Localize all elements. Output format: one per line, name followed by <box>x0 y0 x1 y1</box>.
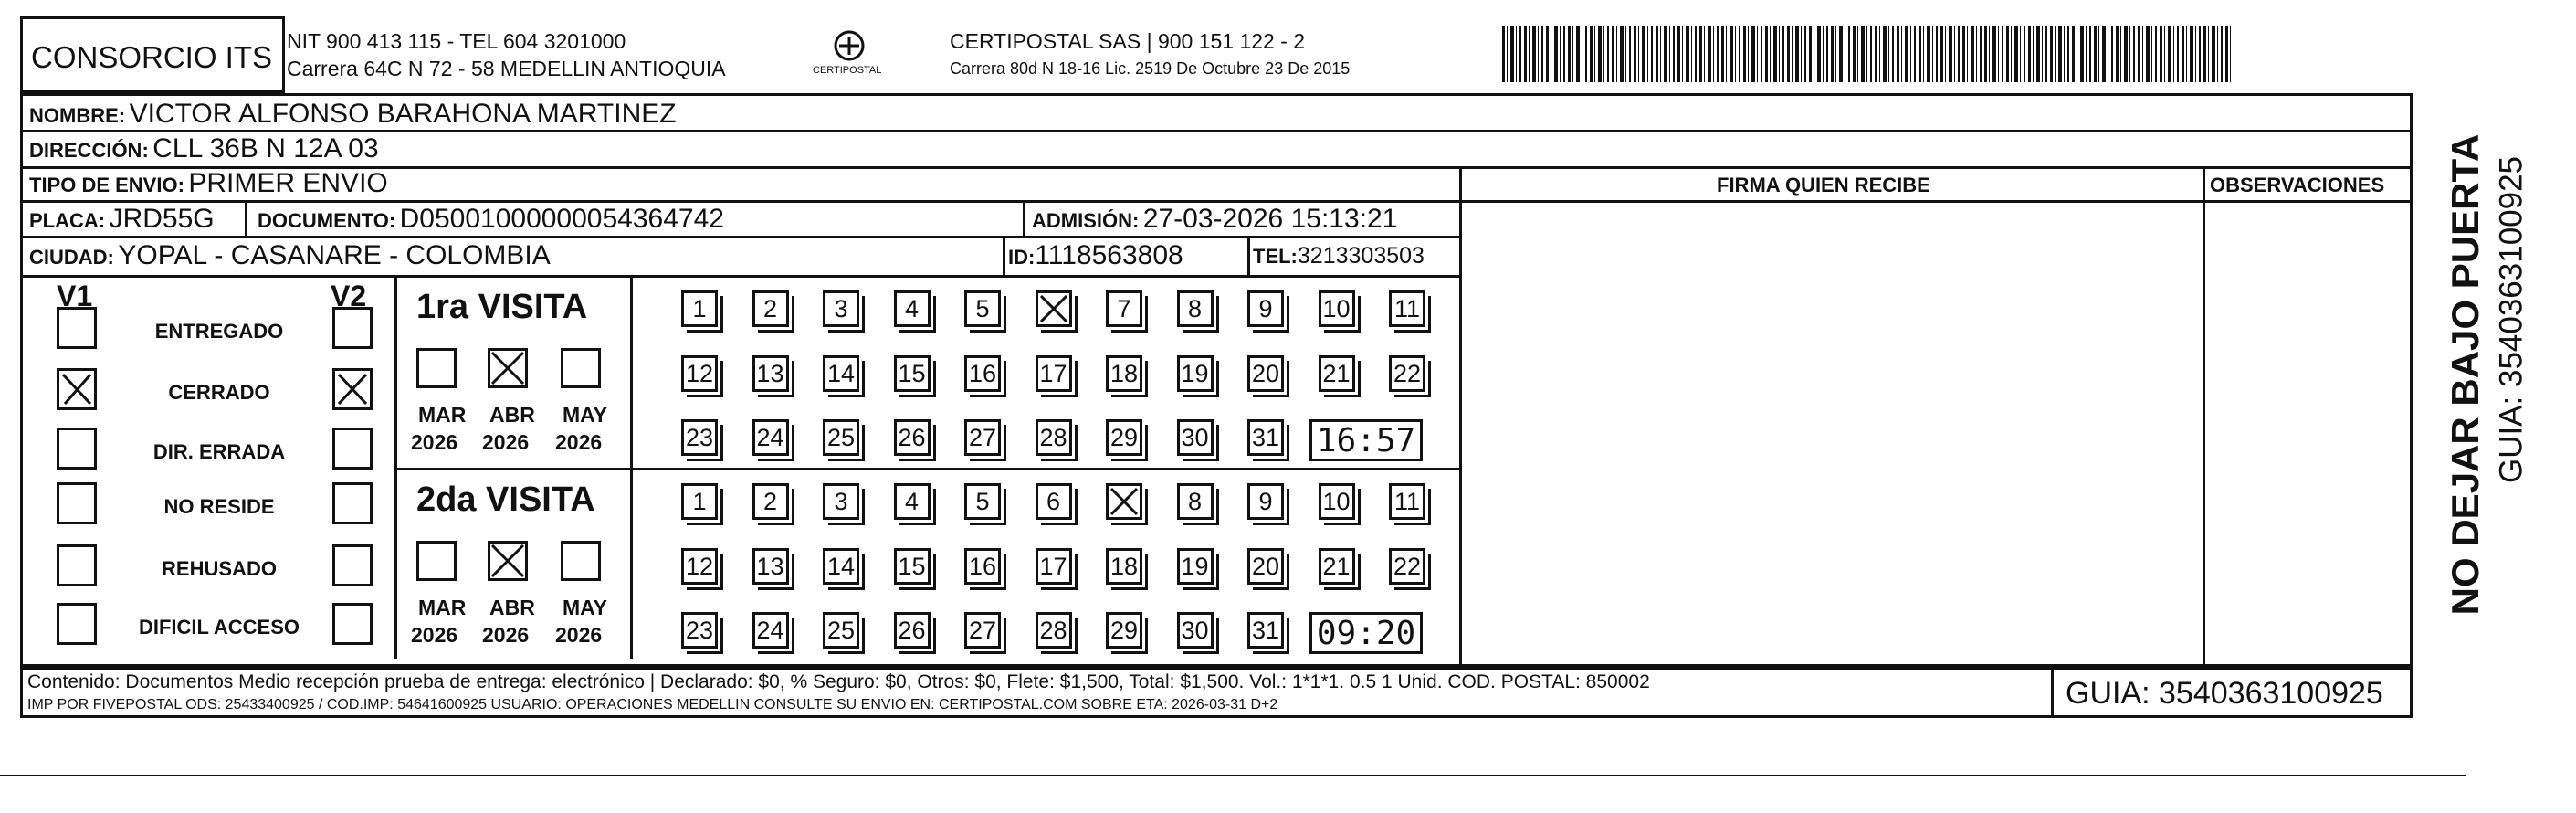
day-number: 18 <box>1109 359 1139 387</box>
v2-checkbox[interactable] <box>332 544 373 586</box>
day-box[interactable] <box>681 290 718 327</box>
day-number: 3 <box>834 294 848 322</box>
v2-checkbox[interactable] <box>332 368 373 410</box>
day-box[interactable] <box>1319 355 1355 392</box>
day-box[interactable] <box>1106 419 1142 456</box>
status-option-label: NO RESIDE <box>163 495 275 518</box>
day-number: 13 <box>756 359 784 387</box>
day-box[interactable] <box>752 548 789 585</box>
day-number: 18 <box>1109 552 1139 580</box>
ciudad-value: YOPAL - CASANARE - COLOMBIA <box>118 240 551 270</box>
documento-value: D05001000000054364742 <box>399 204 724 234</box>
day-box[interactable] <box>964 612 1001 649</box>
tipo-envio-value: PRIMER ENVIO <box>188 168 388 198</box>
tel-value: 3213303503 <box>1297 243 1425 269</box>
day-number: 26 <box>898 423 926 451</box>
status-option-label: DIR. ERRADA <box>152 440 286 463</box>
day-number: 24 <box>756 423 784 451</box>
day-number: 3 <box>834 487 848 515</box>
tipo-envio-label: TIPO DE ENVIO: <box>29 174 184 196</box>
time-box[interactable] <box>1309 419 1423 461</box>
day-box[interactable] <box>1247 483 1284 520</box>
day-box[interactable] <box>1389 483 1425 520</box>
day-number: 8 <box>1187 294 1203 322</box>
day-number: 31 <box>1251 616 1280 644</box>
day-number: 30 <box>1181 616 1209 644</box>
id-value: 1118563808 <box>1035 240 1183 270</box>
documento-label: DOCUMENTO: <box>258 209 396 232</box>
year-label: 2026 <box>482 430 530 454</box>
month-checkbox[interactable] <box>416 541 457 581</box>
day-number: 30 <box>1181 423 1209 451</box>
admision-value: 27-03-2026 15:13:21 <box>1142 204 1398 234</box>
day-box[interactable] <box>1319 290 1355 327</box>
day-number: 16 <box>968 552 997 580</box>
id-label: ID: <box>1008 246 1036 269</box>
day-box[interactable] <box>823 548 859 585</box>
day-number: 31 <box>1251 423 1280 451</box>
day-box[interactable] <box>823 290 859 327</box>
day-number: 13 <box>756 552 784 580</box>
nit-line: NIT 900 413 115 - TEL 604 3201000 <box>287 29 626 53</box>
day-number: 10 <box>1322 294 1351 322</box>
certipostal-logo <box>811 27 888 82</box>
nombre-label: NOMBRE: <box>29 104 126 127</box>
status-option-label: ENTREGADO <box>154 320 284 343</box>
day-number: 2 <box>762 487 778 515</box>
day-number: 12 <box>685 552 714 580</box>
direccion-value: CLL 36B N 12A 03 <box>152 133 379 164</box>
day-box[interactable] <box>964 290 1001 327</box>
day-box[interactable] <box>1036 612 1072 649</box>
day-number: 8 <box>1187 487 1203 515</box>
day-box[interactable] <box>1106 483 1142 520</box>
day-box[interactable] <box>1247 355 1284 392</box>
day-number: 21 <box>1322 359 1351 387</box>
no-dejar-bajo-puerta: NO DEJAR BAJO PUERTA <box>2444 133 2487 616</box>
day-number: 20 <box>1251 552 1280 580</box>
status-option-label: DIFICIL ACCESO <box>138 616 300 639</box>
day-number: 23 <box>685 423 714 451</box>
v1-label: V1 <box>57 280 93 312</box>
placa-label: PLACA: <box>29 209 106 232</box>
v2-checkbox[interactable] <box>332 482 373 524</box>
day-number: 4 <box>904 487 920 515</box>
day-number: 21 <box>1322 552 1351 580</box>
placa-value: JRD55G <box>109 204 215 234</box>
day-number: 25 <box>826 423 856 451</box>
address-line: Carrera 64C N 72 - 58 MEDELLIN ANTIOQUIA <box>287 57 726 80</box>
day-box[interactable] <box>1389 355 1425 392</box>
month-label: MAY <box>563 403 607 427</box>
day-number: 19 <box>1181 359 1209 387</box>
bottom-rule <box>0 775 2466 776</box>
v2-checkbox[interactable] <box>332 603 373 645</box>
v2-label: V2 <box>331 280 367 312</box>
day-number: 9 <box>1258 487 1273 515</box>
handwritten-time: 16:57 <box>1316 421 1416 459</box>
day-box[interactable] <box>964 419 1001 456</box>
day-number: 5 <box>975 487 990 515</box>
day-box[interactable] <box>1106 290 1142 327</box>
day-number: 19 <box>1181 552 1209 580</box>
day-box[interactable] <box>752 290 789 327</box>
month-label: ABR <box>489 596 535 619</box>
day-box[interactable] <box>1177 355 1214 392</box>
year-label: 2026 <box>411 430 458 454</box>
day-number: 1 <box>692 294 707 322</box>
day-box[interactable] <box>823 483 859 520</box>
day-number: 29 <box>1109 423 1139 451</box>
day-box[interactable] <box>1106 355 1142 392</box>
month-label: MAR <box>418 596 467 619</box>
day-box[interactable] <box>964 355 1001 392</box>
day-box[interactable] <box>681 419 718 456</box>
v2-checkbox[interactable] <box>332 307 373 349</box>
day-box[interactable] <box>1177 483 1214 520</box>
day-number: 28 <box>1039 616 1067 644</box>
day-number: 15 <box>898 552 926 580</box>
v1-checkbox[interactable] <box>57 544 97 586</box>
day-number: 14 <box>826 359 856 387</box>
day-number: 6 <box>1046 487 1061 515</box>
company-name: CONSORCIO ITS <box>31 40 273 74</box>
year-label: 2026 <box>411 623 458 647</box>
day-number: 29 <box>1109 616 1139 644</box>
admision-label: ADMISIÓN: <box>1032 209 1140 232</box>
day-number: 11 <box>1393 294 1421 322</box>
day-box[interactable] <box>681 483 718 520</box>
month-checkbox[interactable] <box>561 541 601 581</box>
day-box[interactable] <box>1036 355 1072 392</box>
day-box[interactable] <box>1247 548 1284 585</box>
v1-checkbox[interactable] <box>57 368 97 410</box>
month-checkbox[interactable] <box>561 348 601 388</box>
day-box[interactable] <box>1036 290 1072 327</box>
day-box[interactable] <box>894 483 931 520</box>
day-box[interactable] <box>894 612 931 649</box>
ciudad-label: CIUDAD: <box>29 246 114 269</box>
day-number: 5 <box>975 294 990 322</box>
day-number: 10 <box>1322 487 1351 515</box>
v1-checkbox[interactable] <box>57 603 97 645</box>
status-option-label: REHUSADO <box>162 557 277 580</box>
license-line: Carrera 80d N 18-16 Lic. 2519 De Octubre 23 De 2015 <box>950 59 1351 78</box>
day-number: 22 <box>1393 552 1422 580</box>
month-label: MAY <box>563 596 607 619</box>
day-box[interactable] <box>964 548 1001 585</box>
day-number: 25 <box>826 616 856 644</box>
day-box[interactable] <box>1036 483 1072 520</box>
tel-label: TEL: <box>1253 245 1298 268</box>
day-box[interactable] <box>1036 548 1072 585</box>
year-label: 2026 <box>555 623 603 647</box>
day-box[interactable] <box>964 483 1001 520</box>
day-number: 23 <box>685 616 714 644</box>
day-box[interactable] <box>681 548 718 585</box>
day-box[interactable] <box>1177 548 1214 585</box>
day-number: 27 <box>968 616 997 644</box>
visit-title: 1ra VISITA <box>416 288 588 326</box>
day-number: 22 <box>1393 359 1422 387</box>
day-box[interactable] <box>1247 419 1284 456</box>
day-number: 17 <box>1039 552 1067 580</box>
month-label: MAR <box>418 403 467 427</box>
day-number: 14 <box>826 552 856 580</box>
day-number: 2 <box>762 294 778 322</box>
footer-imp: IMP POR FIVEPOSTAL ODS: 25433400925 / COD.IMP: 54641600925 USUARIO: OPERACIONES MEDELLIN CONSULTE SU ENVIO EN: CERTIPOSTAL.COM SOBRE ETA: 2026-03-31 D+2 <box>27 697 1278 713</box>
day-box[interactable] <box>1389 548 1425 585</box>
day-box[interactable] <box>752 483 789 520</box>
day-box[interactable] <box>823 355 859 392</box>
day-box[interactable] <box>681 355 718 392</box>
day-number: 28 <box>1039 423 1067 451</box>
day-number: 11 <box>1393 487 1421 515</box>
v1-checkbox[interactable] <box>57 482 97 524</box>
day-number: 1 <box>692 487 707 515</box>
day-box[interactable] <box>823 612 859 649</box>
direccion-label: DIRECCIÓN: <box>29 139 149 162</box>
day-box[interactable] <box>681 612 718 649</box>
side-guia: GUIA: 3540363100925 <box>2493 155 2529 484</box>
day-box[interactable] <box>1247 612 1284 649</box>
certipostal-line: CERTIPOSTAL SAS | 900 151 122 - 2 <box>950 29 1306 53</box>
logo-text: CERTIPOSTAL <box>813 65 882 76</box>
day-box[interactable] <box>1319 483 1355 520</box>
footer-guia: GUIA: 3540363100925 <box>2066 676 2383 711</box>
day-box[interactable] <box>1177 419 1214 456</box>
visit-title: 2da VISITA <box>416 480 595 519</box>
day-box[interactable] <box>1177 612 1214 649</box>
month-label: ABR <box>489 403 535 427</box>
day-number: 4 <box>904 294 920 322</box>
year-label: 2026 <box>555 430 603 454</box>
day-box[interactable] <box>823 419 859 456</box>
day-number: 16 <box>968 359 997 387</box>
day-box[interactable] <box>894 548 931 585</box>
day-number: 24 <box>756 616 784 644</box>
day-box[interactable] <box>894 290 931 327</box>
month-checkbox[interactable] <box>488 348 528 388</box>
footer-contenido: Contenido: Documentos Medio recepción prueba de entrega: electrónico | Declarado: $0, % Seguro: $0, Otros: $0, Flete: $1,500, Total: $1,500. Vol.: 1*1*1. 0.5 1 Unid. COD. POSTAL: 850002 <box>27 671 1650 692</box>
day-number: 20 <box>1251 359 1280 387</box>
day-box[interactable] <box>1106 612 1142 649</box>
observaciones-header: OBSERVACIONES <box>2210 174 2385 196</box>
day-box[interactable] <box>1177 290 1214 327</box>
v1-checkbox[interactable] <box>57 428 97 470</box>
day-box[interactable] <box>752 612 789 649</box>
day-box[interactable] <box>1389 290 1425 327</box>
nombre-value: VICTOR ALFONSO BARAHONA MARTINEZ <box>129 99 677 129</box>
v2-checkbox[interactable] <box>332 428 373 470</box>
day-box[interactable] <box>1319 548 1355 585</box>
month-checkbox[interactable] <box>488 541 528 581</box>
firma-header: FIRMA QUIEN RECIBE <box>1717 174 1930 196</box>
day-box[interactable] <box>1106 548 1142 585</box>
day-box[interactable] <box>894 419 931 456</box>
month-checkbox[interactable] <box>416 348 457 388</box>
day-number: 26 <box>898 616 926 644</box>
day-box[interactable] <box>894 355 931 392</box>
status-option-label: CERRADO <box>168 381 270 404</box>
day-number: 15 <box>898 359 926 387</box>
barcode <box>1502 26 2233 82</box>
day-number: 7 <box>1117 294 1131 322</box>
day-box[interactable] <box>1036 419 1072 456</box>
day-box[interactable] <box>752 419 789 456</box>
v1-checkbox[interactable] <box>57 307 97 349</box>
day-box[interactable] <box>752 355 789 392</box>
day-number: 12 <box>685 359 714 387</box>
time-box[interactable] <box>1309 612 1423 654</box>
day-number: 9 <box>1258 294 1273 322</box>
day-number: 27 <box>968 423 997 451</box>
day-number: 17 <box>1039 359 1067 387</box>
day-box[interactable] <box>1247 290 1284 327</box>
year-label: 2026 <box>482 623 530 647</box>
handwritten-time: 09:20 <box>1316 614 1416 652</box>
